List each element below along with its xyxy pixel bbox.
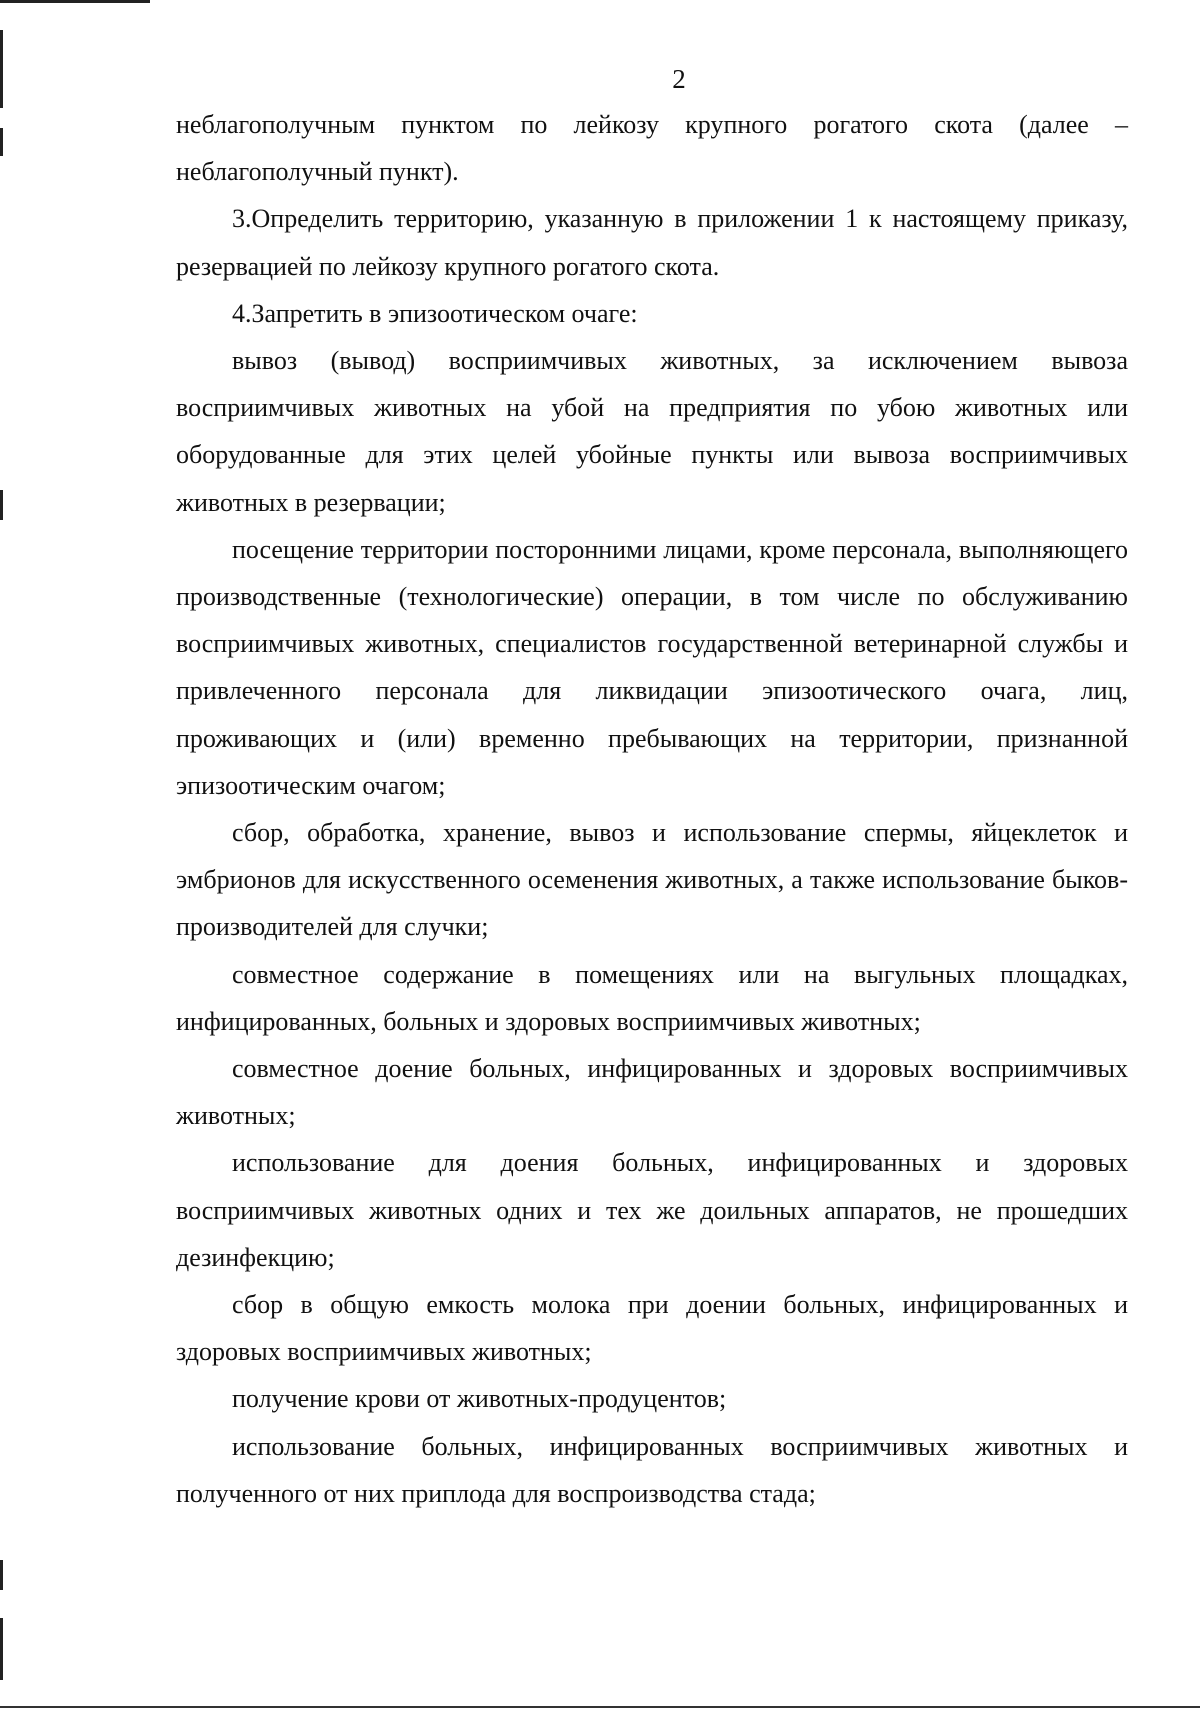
paragraph: использование больных, инфицированных восприимчивых животных и полученного от них приплода для воспроизводства стада; bbox=[176, 1431, 1128, 1508]
scan-edge-mark bbox=[0, 128, 3, 156]
scan-edge-mark bbox=[0, 1560, 3, 1590]
scan-edge-mark bbox=[0, 490, 3, 520]
paragraph: получение крови от животных-продуцентов; bbox=[232, 1384, 727, 1414]
paragraph: сбор в общую емкость молока при доении больных, инфицированных и здоровых восприимчивых животных; bbox=[176, 1290, 1128, 1367]
paragraph: совместное содержание в помещениях или на выгульных площадках, инфицированных, больных и здоровых восприимчивых животных; bbox=[176, 959, 1128, 1036]
paragraph: посещение территории посторонними лицами, кроме персонала, выполняющего производственные (технологические) операции, в том числе по обслуживанию восприимчивых животных, специалистов государственной ветеринарной службы и привлеченного персонала для ликвидации эпизоотического очага, лиц, проживающих и (или) временно пребывающих на территории, признанной эпизоотическим очагом; bbox=[176, 534, 1128, 800]
paragraph: использование для доения больных, инфицированных и здоровых восприимчивых животных одних и тех же доильных аппаратов, не прошедших дезинфекцию; bbox=[176, 1148, 1128, 1272]
paragraph: 3.Определить территорию, указанную в приложении 1 к настоящему приказу, резервацией по лейкозу крупного рогатого скота. bbox=[176, 204, 1128, 281]
scan-edge-mark bbox=[0, 1618, 3, 1680]
paragraph: сбор, обработка, хранение, вывоз и использование спермы, яйцеклеток и эмбрионов для искусственного осеменения животных, а также использование быков-производителей для случки; bbox=[176, 818, 1128, 942]
paragraph: 4.Запретить в эпизоотическом очаге: bbox=[232, 298, 638, 328]
paragraph: совместное доение больных, инфицированных и здоровых восприимчивых животных; bbox=[176, 1054, 1128, 1131]
paragraph: неблагополучным пунктом по лейкозу крупного рогатого скота (далее – неблагополучный пункт). bbox=[176, 110, 1128, 187]
paragraph: вывоз (вывод) восприимчивых животных, за исключением вывоза восприимчивых животных на убой на предприятия по убою животных или оборудованные для этих целей убойные пункты или вывоза восприимчивых животных в резервации; bbox=[176, 346, 1128, 517]
body-text bbox=[176, 101, 1128, 1517]
page-number: 2 bbox=[672, 64, 686, 94]
scan-edge-line-top bbox=[0, 0, 150, 3]
scan-edge-line-bottom bbox=[0, 1706, 1200, 1708]
